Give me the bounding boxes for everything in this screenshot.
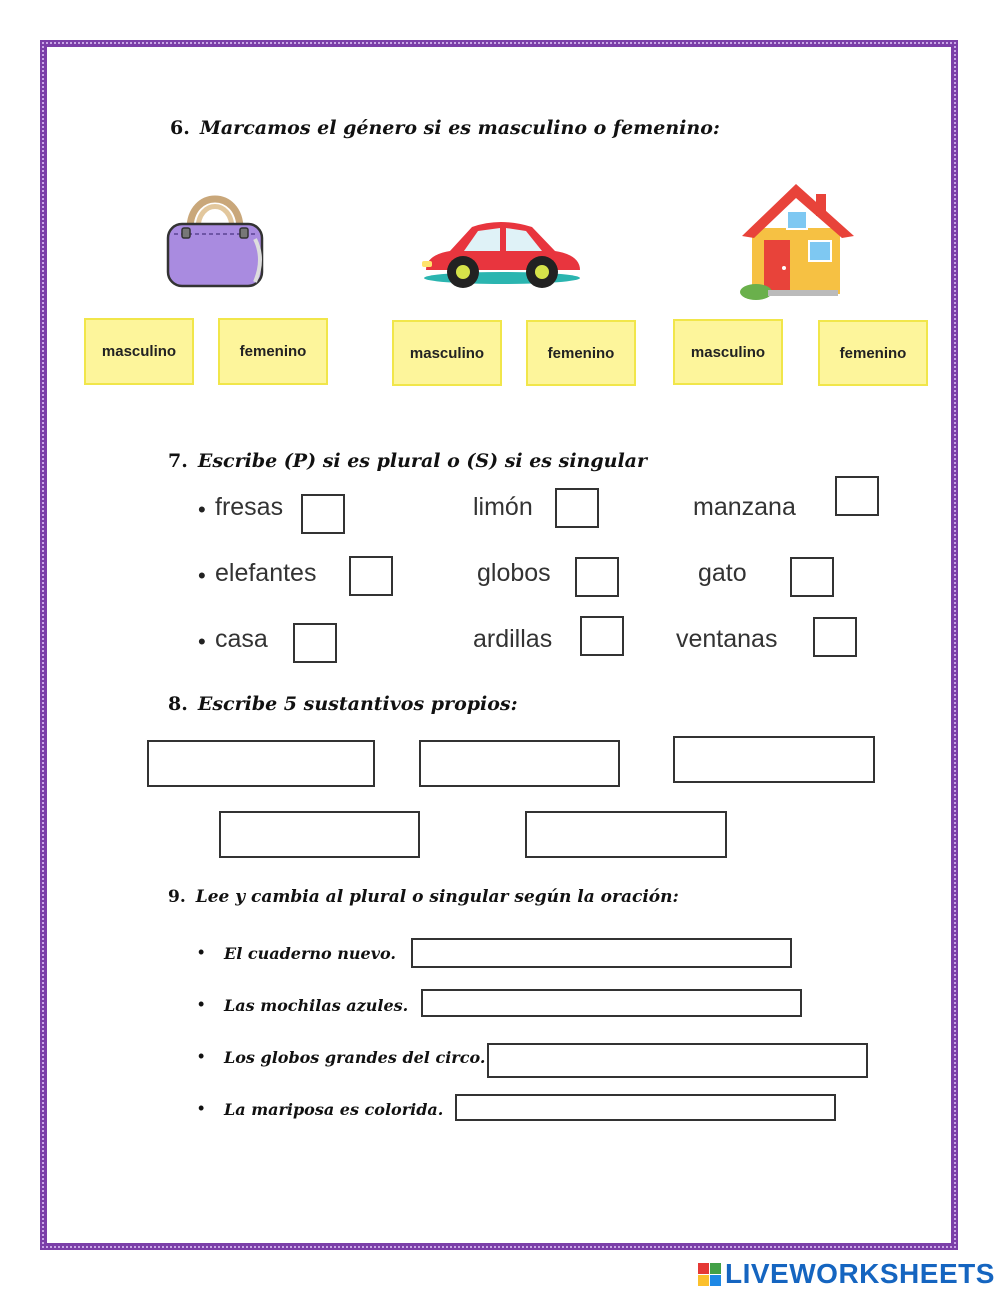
q7-text: Escribe (P) si es plural o (S) si es singular — [197, 450, 647, 472]
word-elefantes: elefantes — [215, 559, 317, 587]
q8-heading: 8. Escribe 5 sustantivos propios: — [168, 693, 518, 715]
car-masculino-button[interactable]: masculino — [392, 320, 502, 386]
word-gato: gato — [698, 559, 747, 587]
word-fresas: fresas — [215, 493, 284, 521]
answer-box-ardillas[interactable] — [580, 616, 624, 656]
liveworksheets-logo — [698, 1258, 995, 1290]
proper-noun-input-4[interactable] — [219, 811, 420, 858]
purse-image — [160, 184, 270, 294]
sentence-4: La mariposa es colorida. — [224, 1100, 444, 1119]
proper-noun-input-3[interactable] — [673, 736, 875, 783]
word-globos: globos — [477, 559, 551, 587]
q6-text: Marcamos el género si es masculino o femenino: — [199, 117, 720, 139]
brand-name: LIVEWORKSHEETS — [725, 1258, 995, 1289]
bullet-icon: • — [198, 497, 206, 522]
logo-tile-v — [698, 1275, 709, 1286]
word-ventanas: ventanas — [676, 625, 778, 653]
sentence-answer-input-1[interactable] — [411, 938, 792, 968]
answer-box-elefantes[interactable] — [349, 556, 393, 596]
sentence-1: El cuaderno nuevo. — [224, 944, 396, 963]
purse-masculino-button[interactable]: masculino — [84, 318, 194, 385]
bullet-icon: • — [198, 563, 206, 588]
word-casa: casa — [215, 625, 268, 653]
proper-noun-input-2[interactable] — [419, 740, 620, 787]
answer-box-globos[interactable] — [575, 557, 619, 597]
q7-heading: 7. Escribe (P) si es plural o (S) si es singular — [168, 450, 647, 472]
word-ardillas: ardillas — [473, 625, 553, 653]
bullet-icon: • — [198, 1046, 205, 1066]
bullet-icon: • — [198, 629, 206, 654]
bullet-icon: • — [198, 942, 205, 962]
answer-box-limon[interactable] — [555, 488, 599, 528]
logo-tile-e — [710, 1275, 721, 1286]
house-masculino-button[interactable]: masculino — [673, 319, 783, 385]
logo-tile-i — [710, 1263, 721, 1274]
sentence-answer-input-2[interactable] — [421, 989, 802, 1017]
answer-box-fresas[interactable] — [301, 494, 345, 534]
q9-heading: 9. Lee y cambia al plural o singular según la oración: — [168, 887, 679, 907]
word-manzana: manzana — [693, 493, 796, 521]
sentence-answer-input-4[interactable] — [455, 1094, 836, 1121]
purse-femenino-button[interactable]: femenino — [218, 318, 328, 385]
logo-tile-l — [698, 1263, 709, 1274]
brand-logo-icon — [698, 1263, 721, 1286]
house-image — [738, 180, 858, 300]
sentence-answer-input-3[interactable] — [487, 1043, 868, 1078]
word-limon: limón — [473, 493, 533, 521]
q8-text: Escribe 5 sustantivos propios: — [197, 693, 518, 715]
answer-box-ventanas[interactable] — [813, 617, 857, 657]
answer-box-manzana[interactable] — [835, 476, 879, 516]
sentence-2: Las mochilas azules. — [224, 996, 409, 1015]
bullet-icon: • — [198, 994, 205, 1014]
proper-noun-input-1[interactable] — [147, 740, 375, 787]
car-femenino-button[interactable]: femenino — [526, 320, 636, 386]
proper-noun-input-5[interactable] — [525, 811, 727, 858]
answer-box-casa[interactable] — [293, 623, 337, 663]
sentence-3: Los globos grandes del circo. — [224, 1048, 486, 1067]
car-image — [420, 215, 585, 295]
answer-box-gato[interactable] — [790, 557, 834, 597]
q6-heading: 6. Marcamos el género si es masculino o femenino: — [170, 117, 720, 139]
bullet-icon: • — [198, 1098, 205, 1118]
house-femenino-button[interactable]: femenino — [818, 320, 928, 386]
q9-text: Lee y cambia al plural o singular según la oración: — [195, 887, 679, 907]
